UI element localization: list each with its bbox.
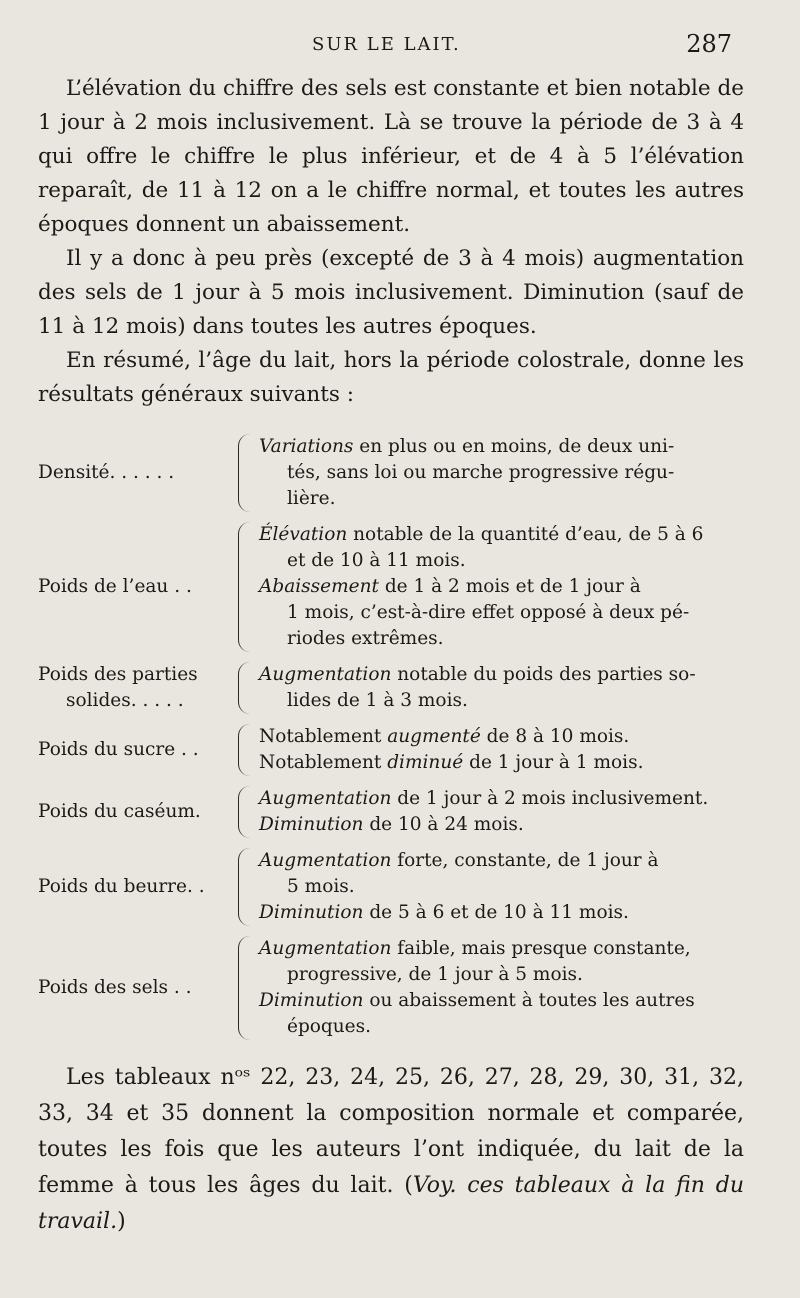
row-label-line: Poids des parties [38, 664, 198, 685]
row-content [259, 936, 744, 1040]
text: progressive, de 1 jour à 5 mois. [287, 964, 583, 985]
text: 1 mois, c’est-à-dire effet opposé à deux pé- [287, 602, 690, 623]
row-label: Poids de l’eau . . [38, 576, 192, 597]
text: de 5 à 6 et de 10 à 11 mois. [363, 902, 629, 923]
emphasis: diminué [387, 752, 464, 773]
summary-row-caseum [38, 786, 744, 838]
paragraph-resume: En résumé, l’âge du lait, hors la période colostrale, donne les résultats généraux suivants : [38, 348, 744, 407]
summary-row-eau [38, 522, 744, 652]
text: époques. [287, 1016, 372, 1037]
brace-icon [238, 786, 251, 838]
row-label: Poids du sucre . . [38, 739, 199, 760]
brace-icon [238, 434, 251, 512]
emphasis: Augmentation [259, 664, 392, 685]
paragraph-sels: L’élévation du chiffre des sels est constante et bien notable de 1 jour à 2 mois inclusivement. Là se trouve la période de 3 à 4 qui offre le chiffre le plus inférieur, et de 4 à 5 l’élévation reparaît, de 11 à 12 on a le chiffre normal, et toutes les autres époques donnent un abaissement. [38, 76, 744, 237]
emphasis: Élévation [259, 524, 348, 545]
text: Les tableaux nᵒˢ 22, 23, 24, 25, 26, 27, 28, 29, 30, 31, 32, 33, 34 et 35 donnent la composition normale et comparée, toutes les fois que les auteurs l’ont indiquée, du lait de la femme à tous les âges du lait. ( [38, 1065, 744, 1198]
row-label: Densité. . . . . . [38, 462, 175, 483]
emphasis: Diminution [259, 990, 364, 1011]
text: Notablement [259, 726, 388, 747]
text: forte, constante, de 1 jour à [391, 850, 659, 871]
brace-icon [238, 936, 251, 1040]
brace-icon [238, 724, 251, 776]
row-label: Poids des sels . . [38, 977, 192, 998]
text: lière. [287, 488, 336, 509]
text: Notablement [259, 752, 388, 773]
text: 5 mois. [287, 876, 355, 897]
row-content [259, 724, 744, 776]
text: de 10 à 24 mois. [363, 814, 524, 835]
text: ou abaissement à toutes les autres [363, 990, 695, 1011]
row-label-line: solides. . . . . [66, 690, 184, 711]
emphasis: Variations [259, 436, 354, 457]
emphasis: augmenté [387, 726, 481, 747]
emphasis: Augmentation [259, 850, 392, 871]
text: faible, mais presque constante, [391, 938, 691, 959]
page-number: 287 [686, 30, 732, 58]
summary-row-densite [38, 434, 744, 512]
text: ) [117, 1209, 126, 1234]
row-content [259, 434, 744, 512]
emphasis: Augmentation [259, 788, 392, 809]
row-label [38, 662, 238, 714]
brace-icon [238, 522, 251, 652]
summary-table [38, 434, 744, 1040]
text: en plus ou en moins, de deux uni- [353, 436, 675, 457]
emphasis: Abaissement [259, 576, 379, 597]
row-content [259, 786, 744, 838]
emphasis: Diminution [259, 814, 364, 835]
row-content [259, 848, 744, 926]
text: et de 10 à 11 mois. [287, 550, 466, 571]
paragraph-tableaux [38, 1060, 744, 1240]
row-label: Poids du caséum. [38, 801, 201, 822]
emphasis: Diminution [259, 902, 364, 923]
summary-row-solides [38, 662, 744, 714]
text: de 1 à 2 mois et de 1 jour à [378, 576, 641, 597]
text: lides de 1 à 3 mois. [287, 690, 468, 711]
text: de 1 jour à 1 mois. [463, 752, 644, 773]
page-header [0, 30, 800, 64]
paragraph-donc: Il y a donc à peu près (excepté de 3 à 4 mois) augmentation des sels de 1 jour à 5 mois inclusivement. Diminution (sauf de 11 à 12 mois) dans toutes les autres époques. [38, 246, 744, 339]
brace-icon [238, 662, 251, 714]
running-title: SUR LE LAIT. [312, 34, 461, 55]
emphasis: Augmentation [259, 938, 392, 959]
summary-row-sels [38, 936, 744, 1040]
text: notable du poids des parties so- [391, 664, 696, 685]
text: tés, sans loi ou marche progressive régu- [287, 462, 675, 483]
summary-row-sucre [38, 724, 744, 776]
row-content [259, 522, 744, 652]
emphasis: Voy. ces tableaux à la fin du travail. [38, 1173, 745, 1234]
text: de 1 jour à 2 mois inclusivement. [391, 788, 709, 809]
text: riodes extrêmes. [287, 628, 444, 649]
text: de 8 à 10 mois. [480, 726, 630, 747]
page-body [38, 72, 744, 1240]
row-label: Poids du beurre. . [38, 876, 205, 897]
brace-icon [238, 848, 251, 926]
summary-row-beurre [38, 848, 744, 926]
row-content [259, 662, 744, 714]
text: notable de la quantité d’eau, de 5 à 6 [347, 524, 704, 545]
